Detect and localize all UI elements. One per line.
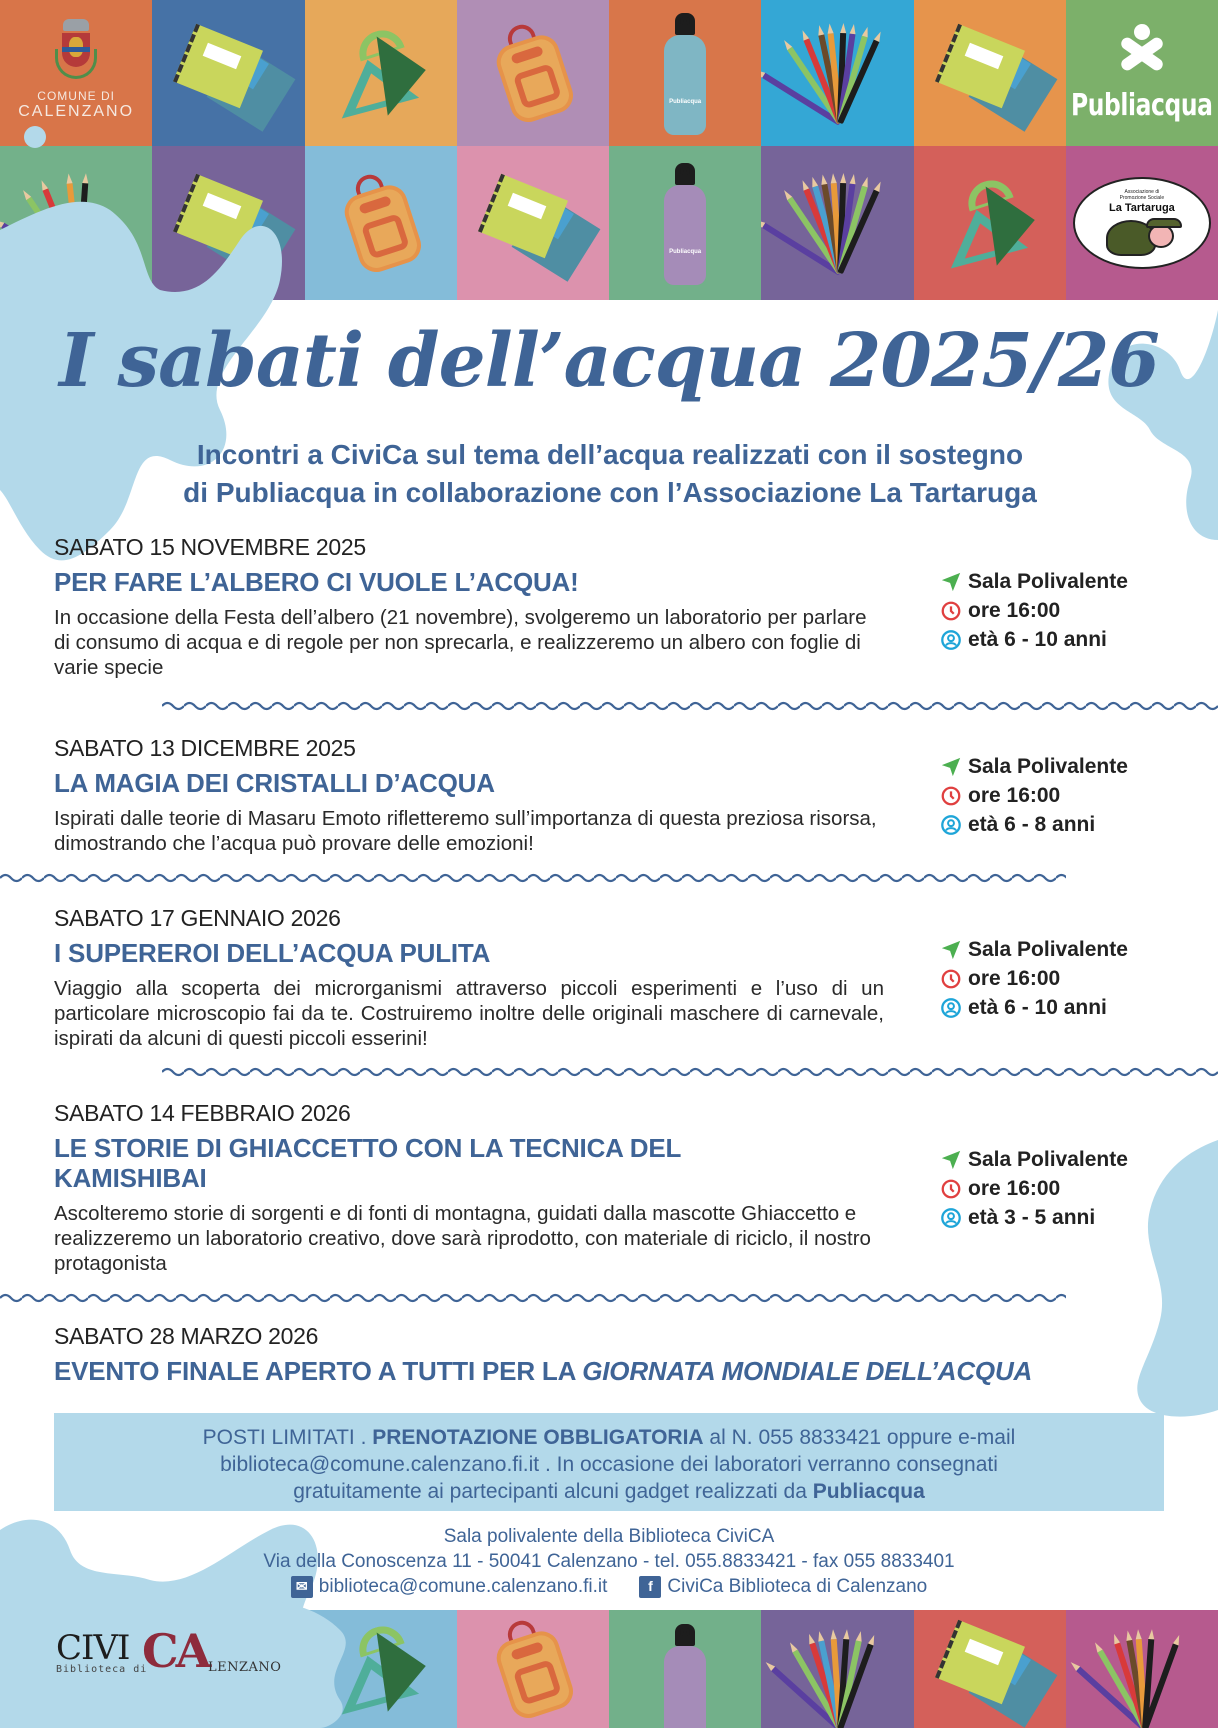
coat-of-arms-icon [55, 19, 97, 89]
publiacqua-mark-icon [1114, 24, 1170, 80]
notebook-icon [940, 1629, 1040, 1709]
decorative-water-drop [24, 126, 46, 148]
tile-bottle [609, 1610, 761, 1728]
location-arrow-icon [940, 756, 962, 778]
location-arrow-icon [940, 1149, 962, 1171]
tile-bottle [609, 146, 761, 300]
event-date: SABATO 28 MARZO 2026 [54, 1323, 319, 1349]
user-circle-icon [940, 629, 962, 651]
wave-divider [162, 700, 1218, 712]
page-title: I sabati dell’acqua 2025/26 [59, 318, 1159, 404]
tile-backpack [457, 0, 609, 146]
event-item-final [54, 1323, 1194, 1386]
event-title: PER FARE L’ALBERO CI VUOLE L’ACQUA! [54, 567, 579, 597]
water-bottle-icon [660, 1624, 710, 1728]
tile-pencils [761, 0, 913, 146]
tile-backpack [457, 1610, 609, 1728]
wave-divider [0, 1292, 1066, 1304]
event-info: Sala Polivalente ore 16:00 età 6 - 10 anni [940, 935, 1180, 1022]
event-title: EVENTO FINALE APERTO A TUTTI PER LA GIORNATA MONDIALE DELL’ACQUA [54, 1356, 1033, 1386]
event-title: I SUPEREROI DELL’ACQUA PULITA [54, 938, 491, 968]
comune-di-calenzano-logo [0, 0, 152, 146]
event-info: Sala Polivalente ore 16:00 età 6 - 8 anni [940, 752, 1180, 839]
tile-pencils [761, 1610, 913, 1728]
footer-contacts [0, 1524, 1218, 1599]
footer-address: Via della Conoscenza 11 - 50041 Calenzano - tel. 055.8833421 - fax 055 8833401 [263, 1551, 955, 1572]
tile-pencils [761, 146, 913, 300]
footer-facebook-link[interactable]: f CiviCa Biblioteca di Calenzano [639, 1574, 927, 1599]
notebook-icon [483, 183, 583, 263]
location-arrow-icon [940, 939, 962, 961]
envelope-icon: ✉ [291, 1576, 313, 1598]
backpack-icon [331, 164, 430, 281]
backpack-icon [483, 1610, 582, 1727]
footer-venue: Sala polivalente della Biblioteca CiviCA [443, 1526, 775, 1547]
comune-label: COMUNE DI [37, 89, 115, 103]
event-info: Sala Polivalente ore 16:00 età 6 - 10 anni [940, 567, 1180, 654]
civica-library-logo: CIVI CA Biblioteca di LENZANO [56, 1624, 282, 1678]
event-date: SABATO 14 FEBBRAIO 2026 [54, 1100, 351, 1126]
event-date: SABATO 17 GENNAIO 2026 [54, 905, 341, 931]
colored-pencils-icon [782, 173, 892, 273]
event-description: In occasione della Festa dell’albero (21 novembre), svolgeremo un laboratorio per parlare di consumo di acqua e di regole per non sprecarla, e realizzeremo un albero con foglie di varie specie [54, 606, 867, 679]
event-description: Ispirati dalle teorie di Masaru Emoto rifletteremo sull’importanza di questa preziosa risorsa, dimostrando che l’acqua può provare delle emozioni! [54, 807, 877, 855]
la-tartaruga-logo: Associazione di Promozione Sociale La Tartaruga [1066, 146, 1218, 300]
event-date: SABATO 15 NOVEMBRE 2025 [54, 534, 366, 560]
event-title: LA MAGIA DEI CRISTALLI D’ACQUA [54, 768, 495, 798]
tile-notebook [457, 146, 609, 300]
wave-divider [0, 872, 1066, 884]
tile-notebook [914, 0, 1066, 146]
notebook-icon [178, 33, 278, 113]
event-info: Sala Polivalente ore 16:00 età 3 - 5 anni [940, 1145, 1180, 1232]
publiacqua-name: Publiacqua [1071, 87, 1213, 123]
user-circle-icon [940, 814, 962, 836]
user-circle-icon [940, 1207, 962, 1229]
turtle-mascot-icon [1102, 216, 1182, 260]
clock-icon [940, 1178, 962, 1200]
tartaruga-name: La Tartaruga [1108, 202, 1175, 214]
tile-pencils [1066, 1610, 1218, 1728]
tile-backpack [305, 146, 457, 300]
tile-ruler [914, 146, 1066, 300]
clock-icon [940, 785, 962, 807]
publiacqua-logo [1066, 0, 1218, 146]
backpack-icon [483, 14, 582, 131]
wave-divider [162, 1066, 1218, 1078]
tile-ruler [305, 0, 457, 146]
event-date: SABATO 13 DICEMBRE 2025 [54, 735, 356, 761]
tile-notebook [914, 1610, 1066, 1728]
location-arrow-icon [940, 571, 962, 593]
notebook-icon [940, 33, 1040, 113]
event-description: Viaggio alla scoperta dei microrganismi attraverso piccoli esperimenti e l’uso di un particolare microscopio fai da te. Costruiremo inoltre delle originali maschere di carnevale, ispirati da alcuni di questi piccoli esserini! [54, 977, 884, 1050]
comune-name: CALENZANO [18, 103, 135, 120]
water-bottle-icon: Publiacqua [660, 163, 710, 283]
water-bottle-icon: Publiacqua [660, 13, 710, 133]
footer-email-link[interactable]: ✉ biblioteca@comune.calenzano.fi.it [291, 1574, 608, 1599]
user-circle-icon [940, 997, 962, 1019]
ruler-set-icon [935, 173, 1045, 273]
clock-icon [940, 968, 962, 990]
tile-bottle [609, 0, 761, 146]
facebook-icon: f [639, 1576, 661, 1598]
colored-pencils-icon [1087, 1629, 1197, 1728]
event-title: LE STORIE DI GHIACCETTO CON LA TECNICA DEL KAMISHIBAI [54, 1133, 681, 1193]
colored-pencils-icon [782, 1629, 892, 1728]
page-subtitle: Incontri a CiviCa sul tema dell’acqua realizzati con il sostegno di Publiacqua in collaborazione con l’Associazione La Tartaruga [183, 439, 1037, 508]
event-description: Ascolteremo storie di sorgenti e di fonti di montagna, guidati dalla mascotte Ghiaccetto e realizzeremo un laboratorio creativo, dove sarà riprodotto, con materiale di riciclo, il nostro protagonista [54, 1202, 871, 1275]
clock-icon [940, 600, 962, 622]
colored-pencils-icon [782, 23, 892, 123]
booking-notice: POSTI LIMITATI . PRENOTAZIONE OBBLIGATORIA al N. 055 8833421 oppure e-mail biblioteca@comune.calenzano.fi.it . In occasione dei laboratori verranno consegnati gratuitamente ai partecipanti alcuni gadget realizzati da Publiacqua [54, 1413, 1164, 1511]
tile-notebook [152, 0, 304, 146]
ruler-set-icon [326, 23, 436, 123]
